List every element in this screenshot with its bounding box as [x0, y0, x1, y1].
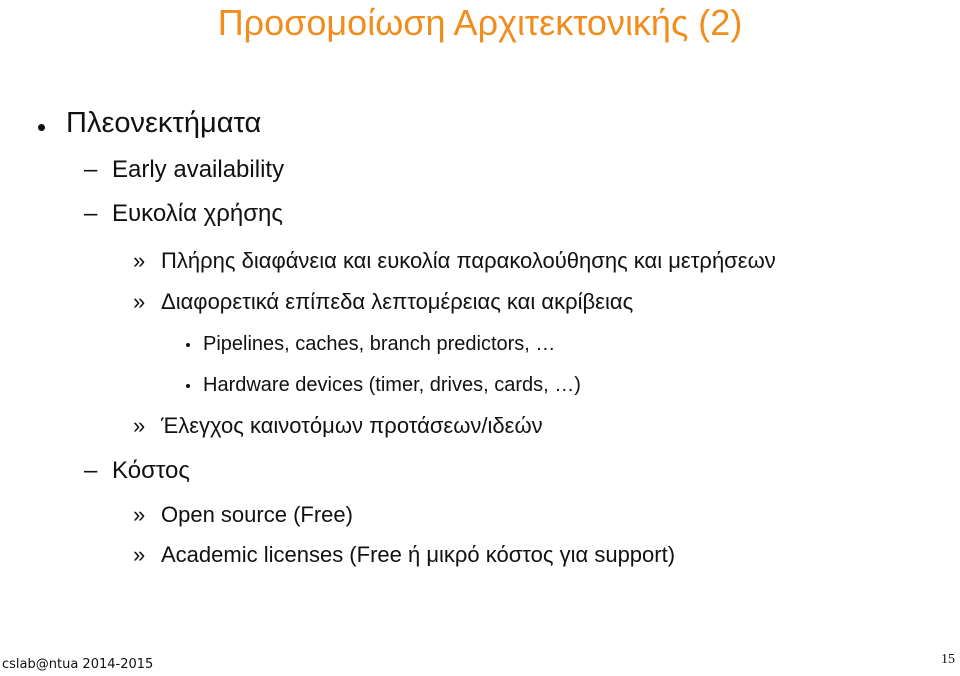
bullet-text: Pipelines, caches, branch predictors, … — [203, 333, 556, 355]
bullet-text: Hardware devices (timer, drives, cards, …) — [203, 374, 581, 396]
raquo-marker: » — [133, 542, 146, 567]
bullet-marker — [38, 109, 45, 143]
bullet-text: Academic licenses (Free ή μικρό κόστος για support) — [161, 542, 676, 567]
raquo-marker: » — [133, 289, 146, 314]
raquo-marker: » — [133, 413, 146, 438]
dash-marker: – — [84, 457, 98, 484]
bullet-text: Ευκολία χρήσης — [112, 200, 283, 227]
dash-marker: – — [84, 200, 98, 227]
bullet-text: Διαφορετικά επίπεδα λεπτομέρειας και ακρίβειας — [161, 289, 634, 314]
bullet-text: Πλεονεκτήματα — [66, 107, 262, 139]
bullet-text: Open source (Free) — [161, 502, 353, 527]
bullet-marker — [186, 331, 190, 357]
bullet-marker — [186, 372, 190, 398]
bullet-dot-icon — [186, 384, 190, 388]
raquo-marker: » — [133, 248, 146, 273]
bullet-text: Κόστος — [112, 457, 190, 484]
bullet-dot-icon — [38, 124, 45, 131]
dash-marker: – — [84, 156, 98, 183]
bullet-dot-icon — [186, 343, 190, 347]
bullet-text: Έλεγχος καινοτόμων προτάσεων/ιδεών — [161, 413, 543, 438]
bullet-text: Πλήρης διαφάνεια και ευκολία παρακολούθησης και μετρήσεων — [161, 248, 776, 273]
raquo-marker: » — [133, 502, 146, 527]
footer-credit: cslab@ntua 2014-2015 — [2, 657, 154, 672]
page-number: 15 — [941, 652, 955, 667]
bullet-text: Early availability — [112, 156, 285, 183]
slide-title: Προσομοίωση Αρχιτεκτονικής (2) — [217, 2, 743, 43]
